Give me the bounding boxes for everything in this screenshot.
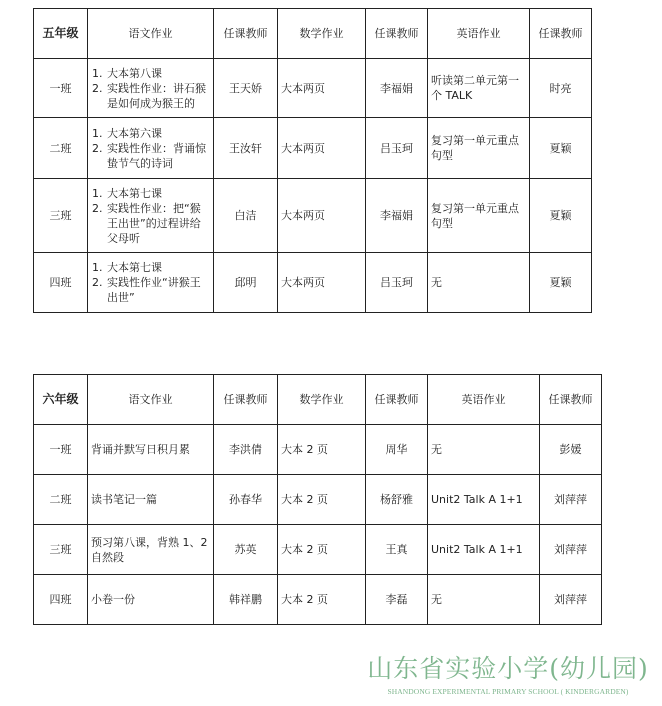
english-teacher: 刘萍萍 — [540, 525, 602, 575]
english-homework: Unit2 Talk A 1+1 — [428, 525, 540, 575]
math-homework: 大本两页 — [278, 179, 366, 253]
header-english: 英语作业 — [428, 375, 540, 425]
chinese-teacher: 苏英 — [214, 525, 278, 575]
list-item: 实践性作业：把“猴王出世”的过程讲给父母听 — [107, 201, 201, 245]
math-homework: 大本两页 — [278, 253, 366, 313]
english-homework: 无 — [428, 253, 530, 313]
header-teacher: 任课教师 — [366, 375, 428, 425]
class-name: 三班 — [34, 179, 88, 253]
list-item: 实践性作业：讲石猴是如何成为猴王的 — [107, 81, 206, 110]
chinese-teacher: 白洁 — [214, 179, 278, 253]
class-name: 二班 — [34, 118, 88, 179]
table-row — [34, 425, 602, 475]
header-teacher: 任课教师 — [366, 9, 428, 59]
header-english: 英语作业 — [428, 9, 530, 59]
school-name-english: SHANDONG EXPERIMENTAL PRIMARY SCHOOL ( KINDERGARDEN) — [387, 687, 629, 696]
header-teacher: 任课教师 — [214, 375, 278, 425]
english-teacher: 夏颖 — [530, 179, 592, 253]
english-homework: 无 — [428, 575, 540, 625]
class-name: 一班 — [34, 425, 88, 475]
math-homework: 大本 2 页 — [278, 525, 366, 575]
grade-label: 六年级 — [34, 375, 88, 425]
list-item: 大本第八课 — [107, 66, 162, 80]
chinese-homework — [88, 253, 214, 313]
table-row — [34, 253, 592, 313]
header-teacher: 任课教师 — [214, 9, 278, 59]
chinese-teacher: 李洪倩 — [214, 425, 278, 475]
table-row — [34, 118, 592, 179]
chinese-homework: 预习第八课，背熟 1、2 自然段 — [88, 525, 214, 575]
chinese-homework: 读书笔记一篇 — [88, 475, 214, 525]
chinese-teacher: 邱明 — [214, 253, 278, 313]
english-homework: Unit2 Talk A 1+1 — [428, 475, 540, 525]
math-teacher: 王真 — [366, 525, 428, 575]
header-teacher: 任课教师 — [530, 9, 592, 59]
chinese-homework — [88, 59, 214, 118]
math-homework: 大本两页 — [278, 118, 366, 179]
math-teacher: 吕玉珂 — [366, 253, 428, 313]
math-teacher: 李福娟 — [366, 179, 428, 253]
header-chinese: 语文作业 — [88, 9, 214, 59]
table-header-row — [34, 9, 592, 59]
grade5-homework-table — [33, 8, 592, 313]
english-homework: 听读第二单元第一个 TALK — [428, 59, 530, 118]
english-teacher: 时亮 — [530, 59, 592, 118]
list-item: 大本第七课 — [107, 186, 162, 200]
grade-label: 五年级 — [34, 9, 88, 59]
school-logo — [360, 652, 656, 702]
english-homework: 无 — [428, 425, 540, 475]
english-teacher: 夏颖 — [530, 118, 592, 179]
list-item: 实践性作业：背诵惊蛰节气的诗词 — [107, 141, 206, 170]
table-header-row — [34, 375, 602, 425]
table-row — [34, 575, 602, 625]
english-teacher: 刘萍萍 — [540, 575, 602, 625]
table-row — [34, 59, 592, 118]
math-teacher: 杨舒雅 — [366, 475, 428, 525]
chinese-teacher: 韩祥鹏 — [214, 575, 278, 625]
chinese-homework: 小卷一份 — [88, 575, 214, 625]
table-row — [34, 525, 602, 575]
math-homework: 大本两页 — [278, 59, 366, 118]
list-item: 大本第六课 — [107, 126, 162, 140]
math-homework: 大本 2 页 — [278, 575, 366, 625]
class-name: 四班 — [34, 575, 88, 625]
list-item: 大本第七课 — [107, 261, 162, 274]
header-math: 数学作业 — [278, 9, 366, 59]
class-name: 四班 — [34, 253, 88, 313]
class-name: 二班 — [34, 475, 88, 525]
chinese-teacher: 王天娇 — [214, 59, 278, 118]
class-name: 三班 — [34, 525, 88, 575]
chinese-homework: 背诵并默写日积月累 — [88, 425, 214, 475]
table-row — [34, 475, 602, 525]
math-teacher: 李福娟 — [366, 59, 428, 118]
chinese-teacher: 王汝轩 — [214, 118, 278, 179]
chinese-homework — [88, 179, 214, 253]
grade6-homework-table — [33, 374, 602, 625]
english-teacher: 彭媛 — [540, 425, 602, 475]
english-teacher: 刘萍萍 — [540, 475, 602, 525]
english-homework: 复习第一单元重点句型 — [428, 179, 530, 253]
table-row — [34, 179, 592, 253]
chinese-homework — [88, 118, 214, 179]
english-teacher: 夏颖 — [530, 253, 592, 313]
math-homework: 大本 2 页 — [278, 425, 366, 475]
class-name: 一班 — [34, 59, 88, 118]
chinese-teacher: 孙春华 — [214, 475, 278, 525]
math-teacher: 李磊 — [366, 575, 428, 625]
math-homework: 大本 2 页 — [278, 475, 366, 525]
header-chinese: 语文作业 — [88, 375, 214, 425]
list-item: 实践性作业“讲猴王出世” — [107, 276, 201, 304]
school-name-chinese: 山东省实验小学(幼儿园) — [367, 654, 649, 683]
header-teacher: 任课教师 — [540, 375, 602, 425]
english-homework: 复习第一单元重点句型 — [428, 118, 530, 179]
header-math: 数学作业 — [278, 375, 366, 425]
math-teacher: 吕玉珂 — [366, 118, 428, 179]
math-teacher: 周华 — [366, 425, 428, 475]
